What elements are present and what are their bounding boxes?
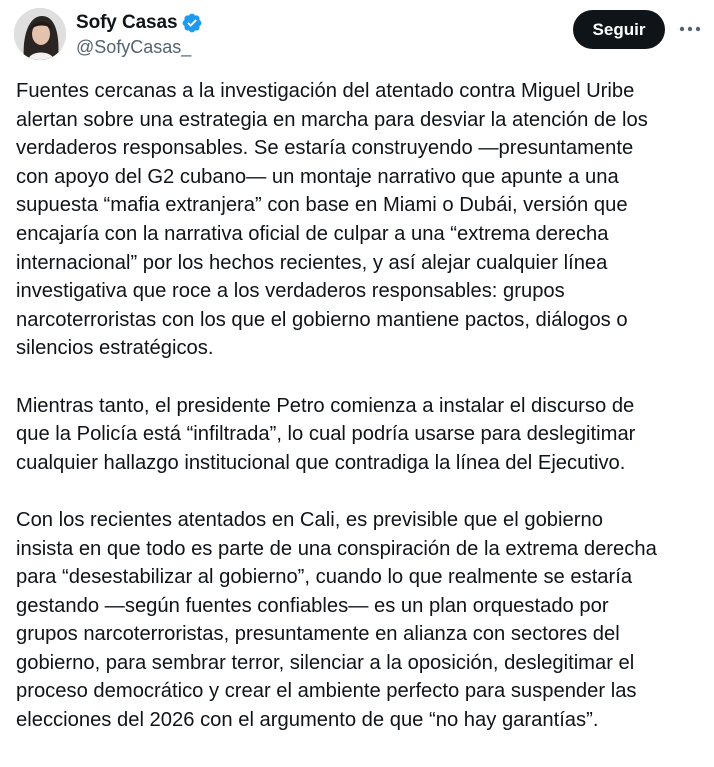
author-handle[interactable]: @SofyCasas_ <box>76 37 192 57</box>
tweet-paragraph-1 <box>16 77 702 363</box>
author-display-name[interactable]: Sofy Casas <box>76 12 178 33</box>
text-line: para “desestabilizar al gobierno”, cuando lo que realmente se estaría <box>16 566 633 589</box>
text-line: narcoterroristas con los que el gobierno mantiene pactos, diálogos o <box>16 308 628 331</box>
paragraph-spacer <box>16 477 702 506</box>
text-line: Fuentes cercanas a la investigación del atentado contra Miguel Uribe <box>16 80 635 102</box>
verified-badge-icon[interactable] <box>181 12 203 34</box>
author-block <box>76 11 203 58</box>
paragraph-spacer <box>16 363 702 392</box>
tweet-paragraph-2 <box>16 392 702 478</box>
text-line: encajaría con la narrativa oficial de culpar a una “extrema derecha <box>16 222 609 245</box>
text-line: alertan sobre una estrategia en marcha para desviar la atención de los <box>16 108 648 131</box>
author-name-row <box>76 11 203 35</box>
text-line: verdaderos responsables. Se estaría construyendo —presuntamente <box>16 137 634 160</box>
text-line: con apoyo del G2 cubano— un montaje narrativo que apunte a una <box>16 165 619 188</box>
text-line: que la Policía está “infiltrada”, lo cual podría usarse para deslegitimar <box>16 423 636 446</box>
text-line: cualquier hallazgo institucional que contradiga la línea del Ejecutivo. <box>16 451 626 474</box>
text-line: proceso democrático y crear el ambiente perfecto para suspender las <box>16 680 637 703</box>
more-horizontal-icon <box>679 26 701 32</box>
text-line: elecciones del 2026 con el argumento de que “no hay garantías”. <box>16 709 599 732</box>
text-line: investigativa que roce a los verdaderos responsables: grupos <box>16 280 565 303</box>
avatar-photo-icon <box>14 8 66 60</box>
text-line: internacional” por los hechos recientes, y así alejar cualquier línea <box>16 251 608 274</box>
text-line: Con los recientes atentados en Cali, es previsible que el gobierno <box>16 508 603 531</box>
text-line: Mientras tanto, el presidente Petro comienza a instalar el discurso de <box>16 394 635 417</box>
text-line: grupos narcoterroristas, presuntamente en alianza con sectores del <box>16 623 620 646</box>
text-line: insista en que todo es parte de una conspiración de la extrema derecha <box>16 537 657 560</box>
tweet-header <box>14 8 704 62</box>
more-options-button[interactable] <box>676 16 704 42</box>
follow-button[interactable]: Seguir <box>573 10 665 49</box>
text-line: supuesta “mafia extranjera” con base en Miami o Dubái, versión que <box>16 194 628 217</box>
tweet-text <box>16 77 702 735</box>
text-line: gestando —según fuentes confiables— es un plan orquestado por <box>16 594 609 617</box>
text-line: gobierno, para sembrar terror, silenciar a la oposición, deslegitimar el <box>16 651 635 674</box>
text-line: silencios estratégicos. <box>16 337 214 360</box>
tweet-paragraph-3 <box>16 506 702 735</box>
avatar[interactable] <box>14 8 66 60</box>
